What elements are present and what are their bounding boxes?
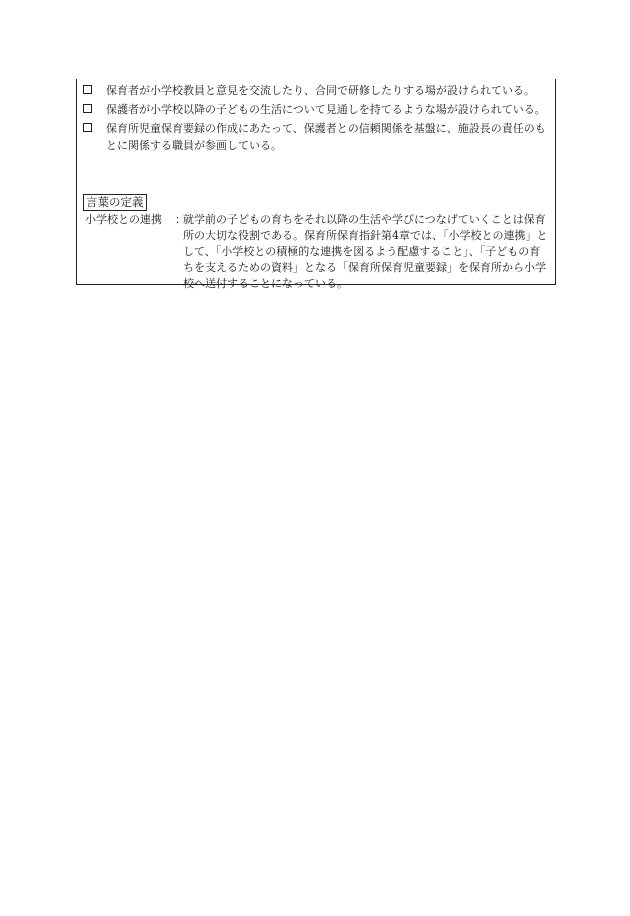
checklist-item[interactable]	[81, 101, 551, 118]
checklist-item-text: 保護者が小学校以降の子どもの生活について見通しを持てるような場が設けられている。	[106, 103, 546, 116]
checkbox[interactable]	[83, 104, 92, 113]
checklist-item-text: 保育所児童保育要録の作成にあたって、保護者との信頼関係を基盤に、施設長の責任のもとに関係する職員が参画している。	[106, 122, 546, 152]
definition-row	[83, 212, 553, 292]
checklist	[81, 82, 551, 156]
definition-body: 就学前の子どもの育ちをそれ以降の生活や学びにつなげていくことは保育所の大切な役割である。保育所保育指針第4章では、「小学校との連携」として、「小学校との積極的な連携を図るよう配慮すること」、「子どもの育ちを支えるための資料」となる「保育所保育児童要録」を保育所から小学校へ送付することになっている。	[183, 213, 548, 290]
checklist-item[interactable]	[81, 82, 551, 99]
definition-term: 小学校との連携	[85, 213, 162, 226]
definition-separator: ：	[175, 213, 186, 226]
definitions-section	[83, 191, 553, 292]
checklist-item[interactable]	[81, 120, 551, 154]
document-frame	[76, 79, 556, 290]
definitions-title: 言葉の定義	[83, 194, 147, 211]
checkbox[interactable]	[83, 85, 92, 94]
checkbox[interactable]	[83, 123, 92, 132]
checklist-item-text: 保育者が小学校教員と意見を交流したり、合同で研修したりする場が設けられている。	[106, 84, 535, 97]
